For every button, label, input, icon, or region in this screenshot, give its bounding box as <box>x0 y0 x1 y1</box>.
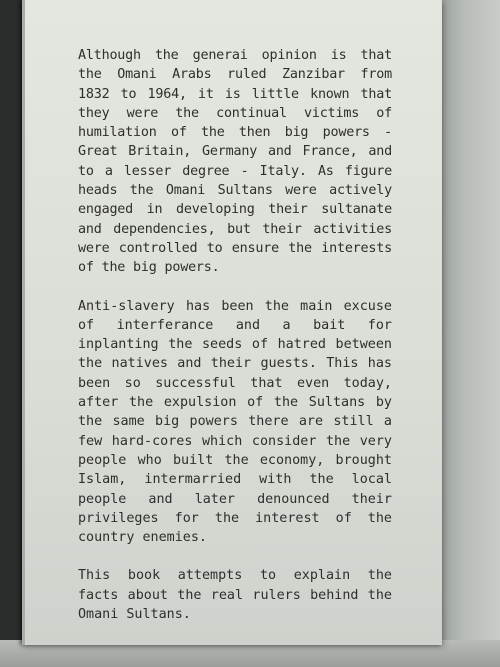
background-surface <box>440 0 500 667</box>
blurb-text <box>78 46 392 624</box>
page-edge <box>22 0 25 645</box>
paragraph-2: Anti-slavery has been the main excuse of interferance and a bait for inplanting the seeds of hatred between the natives and their guests. This has been so successful that even today, after the expulsion of the Sultans by the same big powers there are still a few hard-cores which consider the very people who built the economy, brought Islam, intermarried with the local people and later denounced their privileges for the interest of the country enemies. <box>78 298 392 546</box>
paragraph-1: Although the generai opinion is that the Omani Arabs ruled Zanzibar from 1832 to 1964, it is little known that they were the continual victims of humilation of the then big powers - Great Britain, Germany and France, and to a lesser degree - Italy. As figure heads the Omani Sultans were actively engaged in developing their sultanate and dependencies, but their activities were controlled to ensure the interests of the big powers. <box>78 48 392 276</box>
paragraph-3: This book attempts to explain the facts about the real rulers behind the Omani Sultans. <box>78 568 392 623</box>
